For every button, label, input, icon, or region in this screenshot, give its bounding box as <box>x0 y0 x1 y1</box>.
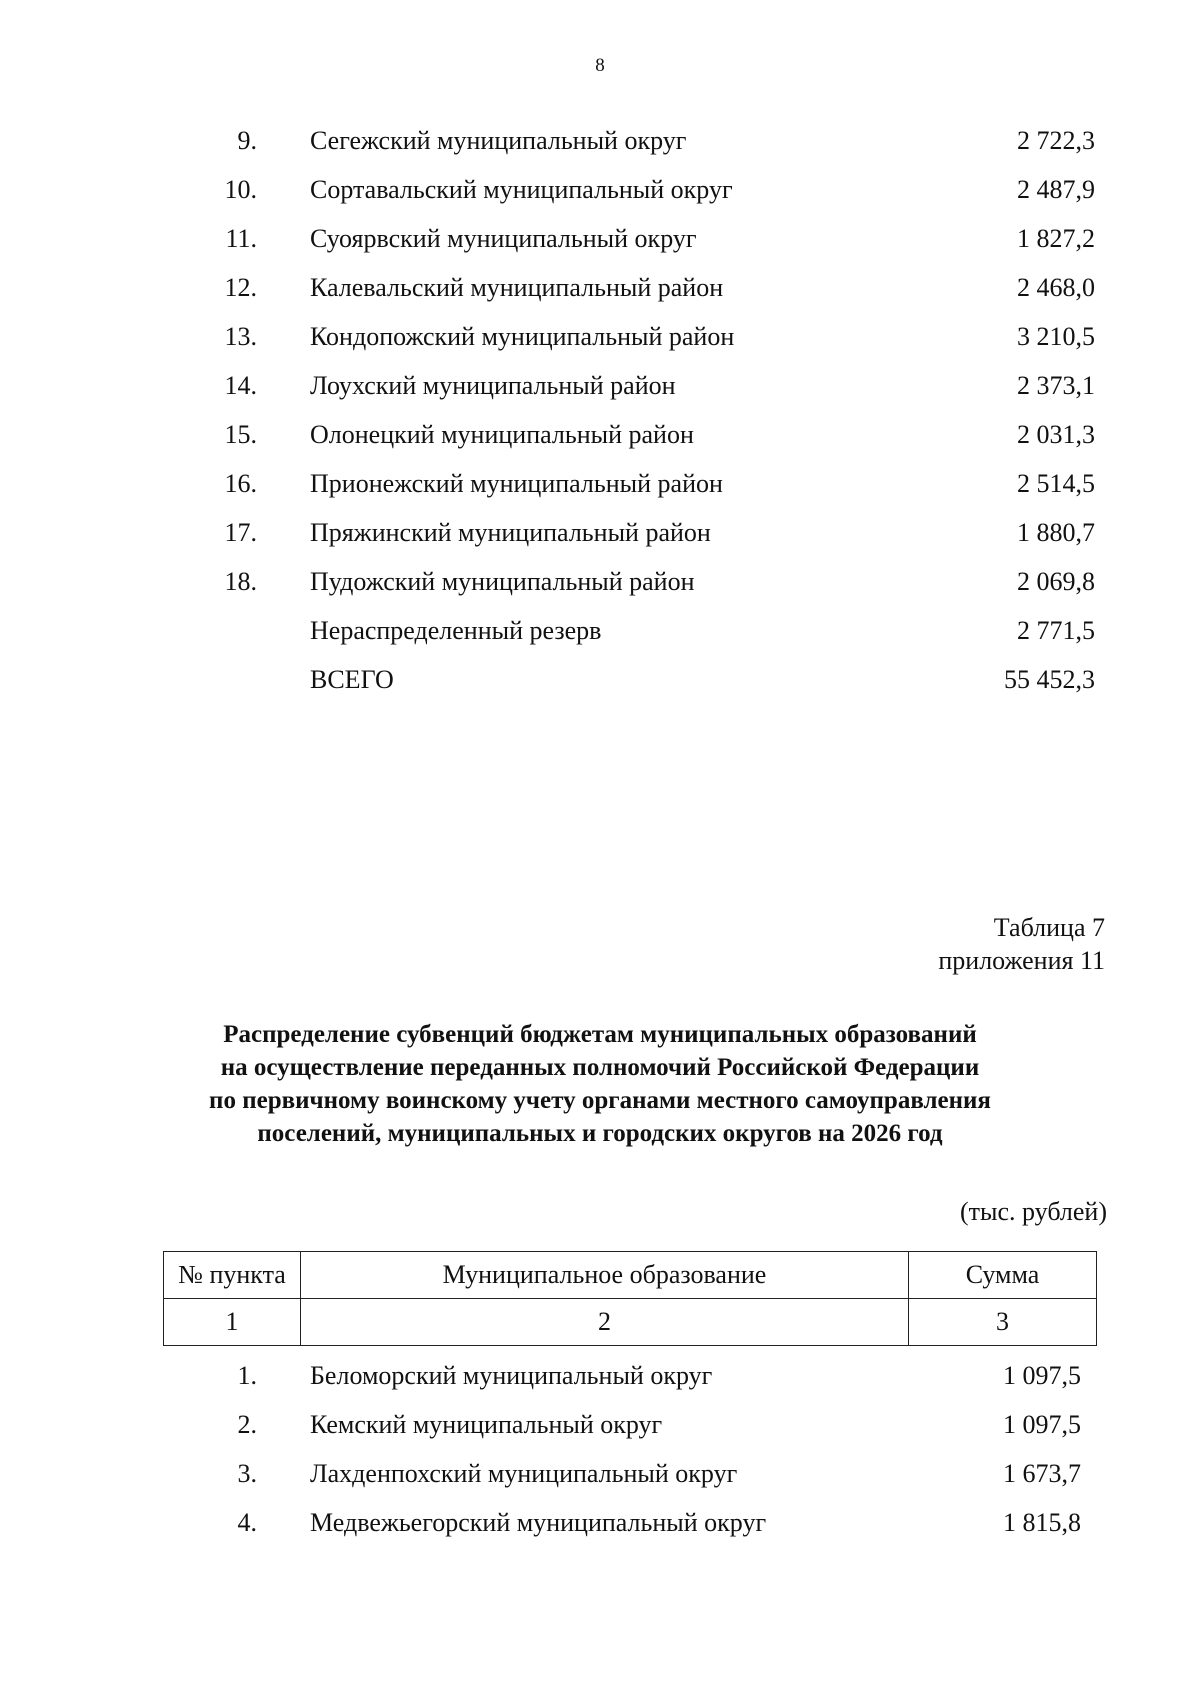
row-name: Нераспределенный резерв <box>310 616 602 645</box>
title-line: поселений, муниципальных и городских округов на 2026 год <box>257 1120 943 1147</box>
row-name: Пудожский муниципальный район <box>310 567 695 596</box>
row-value: 2 514,5 <box>1017 469 1095 498</box>
header-row <box>164 1252 1097 1299</box>
row-value: 1 097,5 <box>1003 1410 1081 1439</box>
row-value: 1 815,8 <box>1003 1508 1081 1537</box>
row-value: 1 880,7 <box>1017 518 1095 547</box>
column-number-cell: 1 <box>164 1299 301 1346</box>
row-number: 12. <box>224 273 257 302</box>
table-caption-line1: Таблица 7 <box>993 913 1105 942</box>
row-name: Калевальский муниципальный район <box>310 273 724 302</box>
row-number: 17. <box>224 518 257 547</box>
row-number: 10. <box>224 175 257 204</box>
row-value: 1 673,7 <box>1003 1459 1081 1488</box>
row-name: Медвежьегорский муниципальный округ <box>310 1508 767 1537</box>
units-label: (тыс. рублей) <box>959 1197 1107 1226</box>
row-number: 9. <box>237 126 257 155</box>
row-name: Пряжинский муниципальный район <box>310 518 711 547</box>
row-name: Прионежский муниципальный район <box>310 469 723 498</box>
table-caption-line2: приложения 11 <box>938 946 1105 975</box>
row-name: Лоухский муниципальный район <box>310 371 676 400</box>
row-name: Сортавальский муниципальный округ <box>310 175 733 204</box>
row-number: 13. <box>224 322 257 351</box>
row-name: Беломорский муниципальный округ <box>310 1361 713 1390</box>
row-number: 14. <box>224 371 257 400</box>
row-value: 3 210,5 <box>1017 322 1095 351</box>
row-number: 3. <box>237 1459 257 1488</box>
row-number: 11. <box>225 224 257 253</box>
column-number-cell: 2 <box>301 1299 909 1346</box>
row-number: 15. <box>224 420 257 449</box>
row-value: 1 097,5 <box>1003 1361 1081 1390</box>
row-value: 2 771,5 <box>1017 616 1095 645</box>
title-line: Распределение субвенций бюджетам муниципальных образований <box>223 1021 977 1048</box>
row-name: ВСЕГО <box>310 665 394 694</box>
row-value: 2 031,3 <box>1017 420 1095 449</box>
table2-header <box>163 1251 1097 1346</box>
row-value: 55 452,3 <box>1004 665 1095 694</box>
header-cell-municipality: Муниципальное образование <box>301 1252 909 1299</box>
row-name: Олонецкий муниципальный район <box>310 420 694 449</box>
page-number: 8 <box>595 55 605 76</box>
row-value: 2 487,9 <box>1017 175 1095 204</box>
header-cell-sum: Сумма <box>909 1252 1097 1299</box>
row-value: 2 373,1 <box>1017 371 1095 400</box>
row-value: 1 827,2 <box>1017 224 1095 253</box>
column-number-cell: 3 <box>909 1299 1097 1346</box>
row-name: Суоярвский муниципальный округ <box>310 224 697 253</box>
column-number-row <box>164 1299 1097 1346</box>
row-number: 1. <box>237 1361 257 1390</box>
row-name: Кондопожский муниципальный район <box>310 322 735 351</box>
row-value: 2 722,3 <box>1017 126 1095 155</box>
row-value: 2 468,0 <box>1017 273 1095 302</box>
row-value: 2 069,8 <box>1017 567 1095 596</box>
row-number: 16. <box>224 469 257 498</box>
table-title <box>0 1018 1200 1150</box>
row-number: 4. <box>237 1508 257 1537</box>
header-cell-number: № пункта <box>164 1252 301 1299</box>
row-name: Лахденпохский муниципальный округ <box>310 1459 738 1488</box>
row-name: Кемский муниципальный округ <box>310 1410 663 1439</box>
row-name: Сегежский муниципальный округ <box>310 126 687 155</box>
row-number: 2. <box>237 1410 257 1439</box>
title-line: по первичному воинскому учету органами местного самоуправления <box>209 1087 991 1114</box>
row-number: 18. <box>224 567 257 596</box>
title-line: на осуществление переданных полномочий Российской Федерации <box>220 1054 980 1081</box>
